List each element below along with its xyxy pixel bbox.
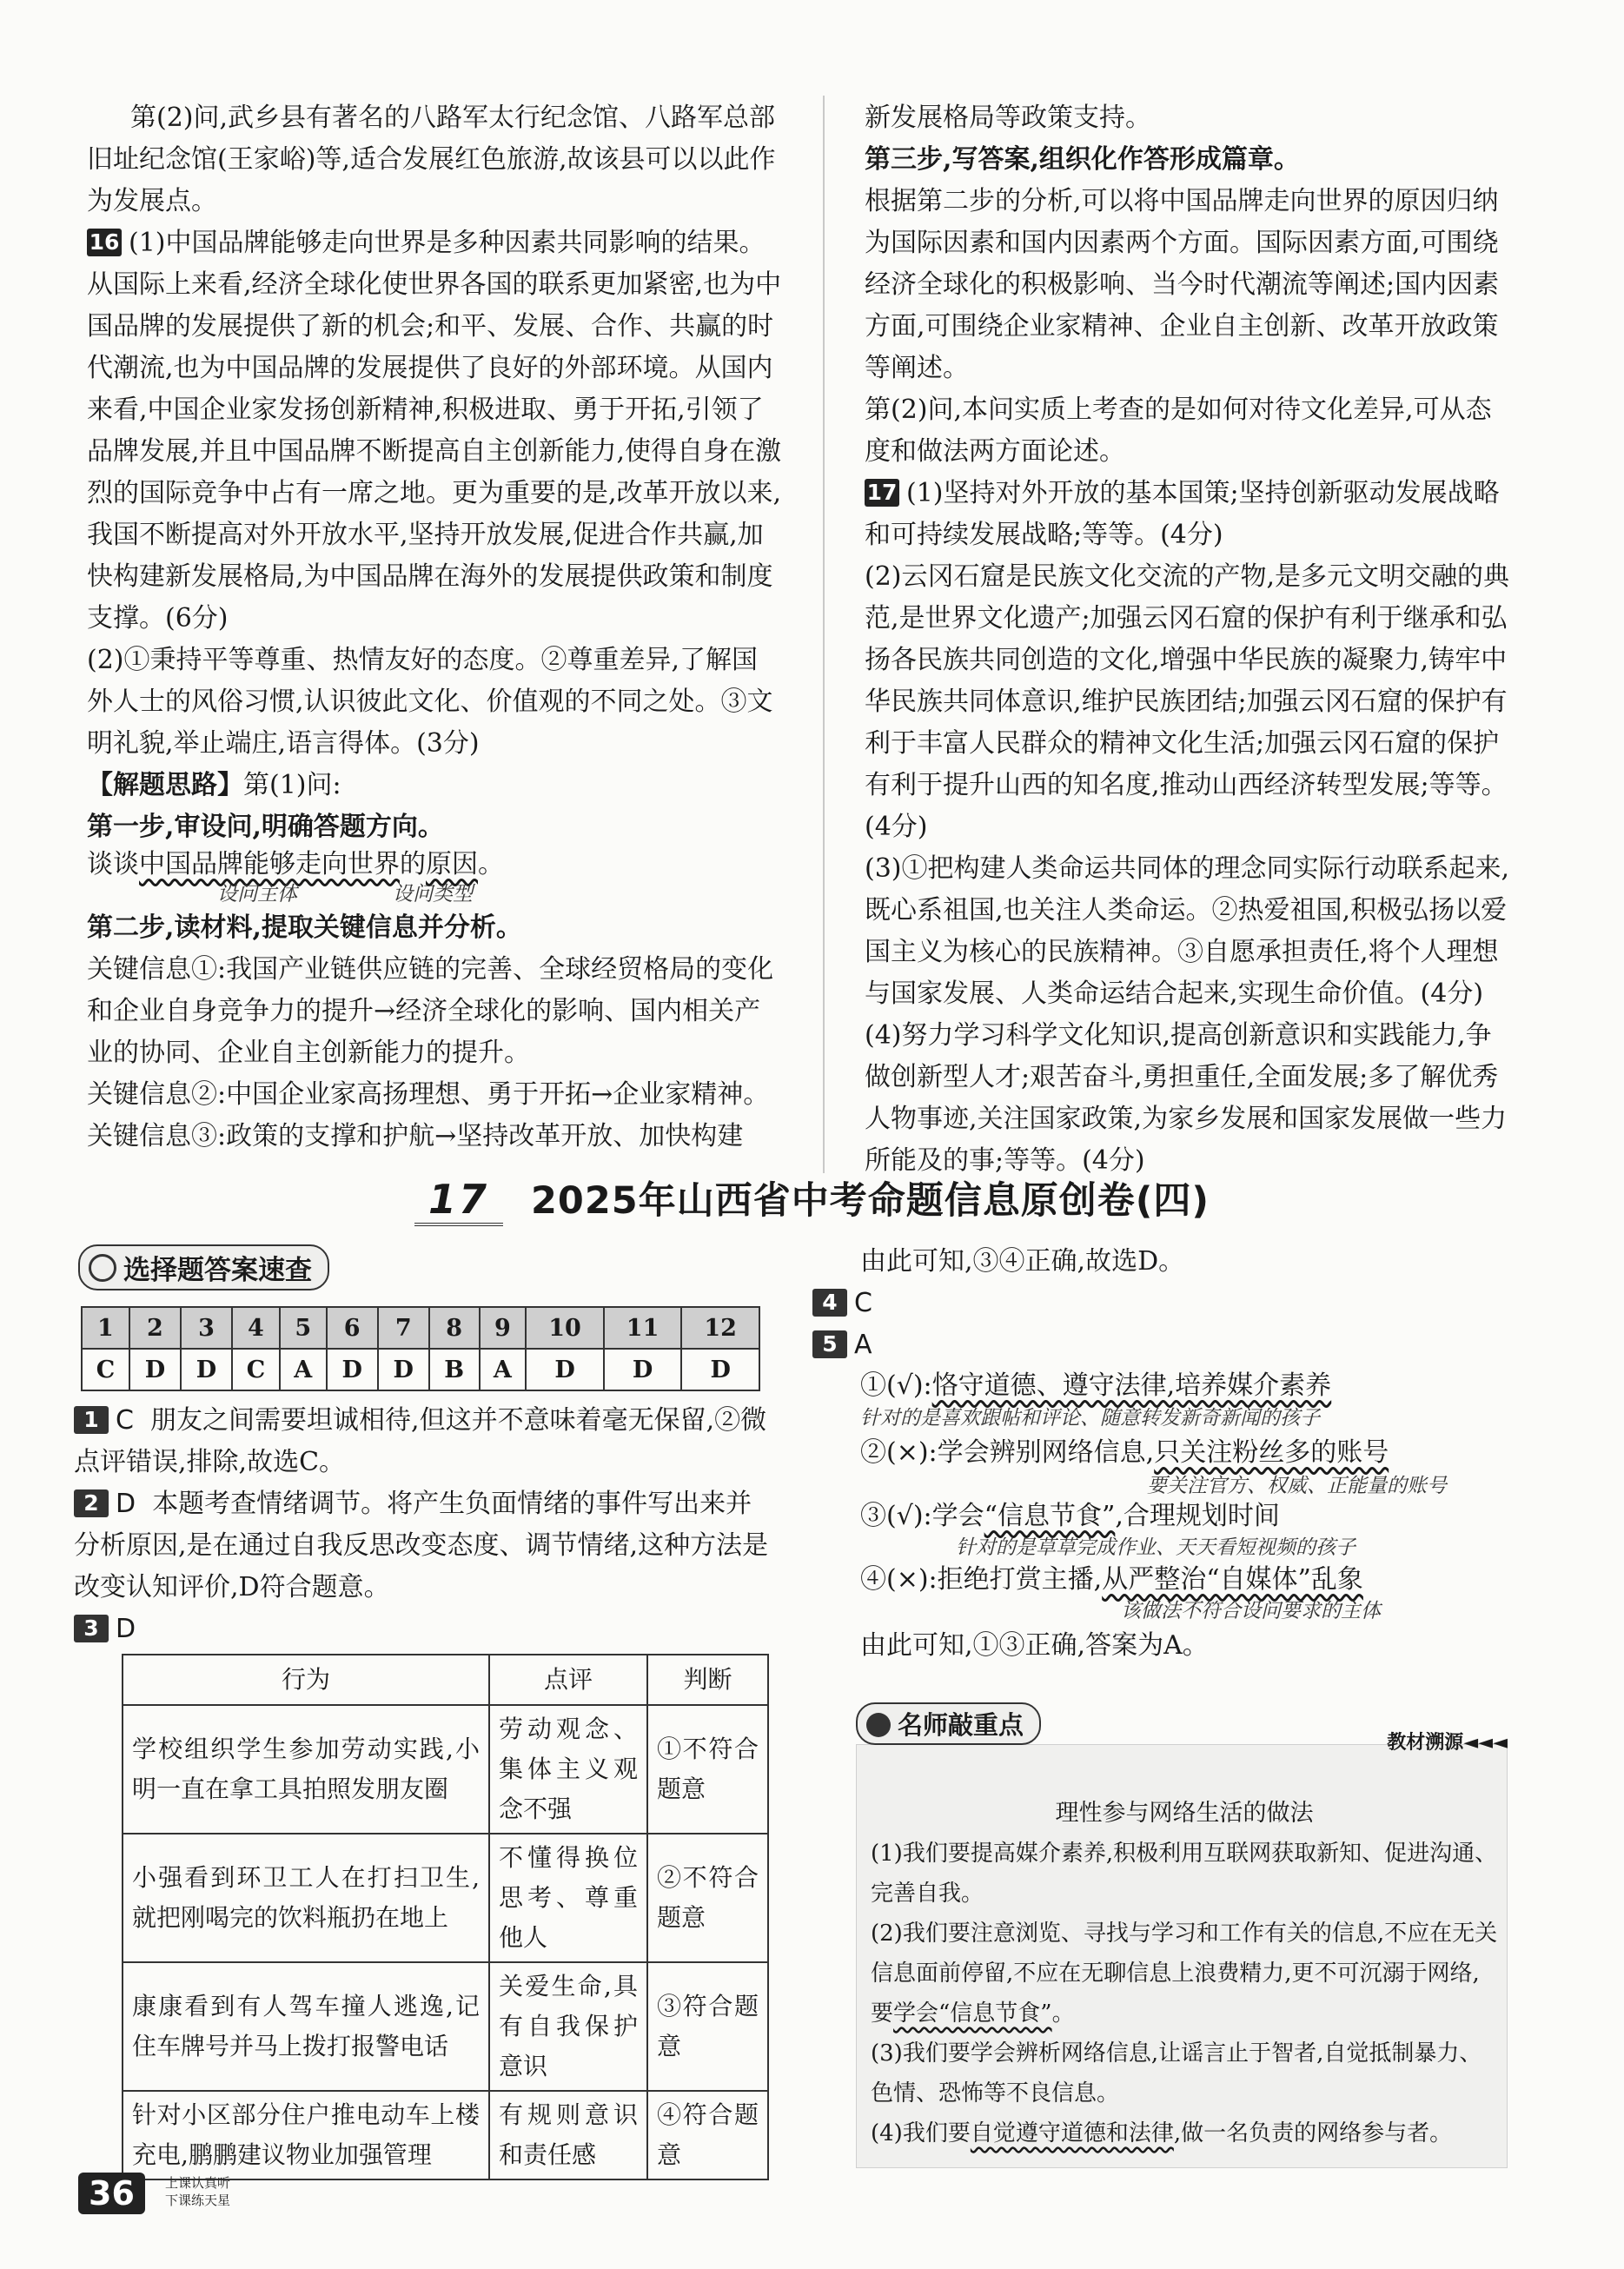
option-prefix: ①(√): [860,1370,932,1401]
answer-letter-cell: A [480,1349,527,1390]
a2-explanation [74,1483,769,1609]
teacher-point-3: (3)我们要学会辨析网络信息,让谣言止于智者,自觉抵制暴力、色情、恐怖等不良信息。 [871,2040,1482,2106]
answer-number-cell: 11 [604,1307,682,1349]
paragraph: 第(2)问,武乡县有著名的八路军太行纪念馆、八路军总部旧址纪念馆(王家峪)等,适合发展红色旅游,故该县可以以此作为发展点。 [87,103,776,216]
option-prefix: ④(×):拒绝打赏主播, [860,1564,1103,1595]
table-cell: 康康看到有人驾车撞人逃逸,记住车牌号并马上拨打报警电话 [123,1962,489,2091]
answer-number-row [82,1307,759,1349]
table-header: 行为 [123,1655,489,1705]
q16-badge: 16 [87,229,122,256]
column-divider [823,96,825,1173]
a3-letter: D [116,1614,136,1644]
answer-letter-cell: B [429,1349,480,1390]
table-row [123,1834,768,1962]
paragraph: 根据第二步的分析,可以将中国品牌走向世界的原因归纳为国际因素和国内因素两个方面。国际因素方面,可围绕经济全球化的积极影响、当今时代潮流等阐述;国内因素方面,可围绕企业家精神、企业自主创新、改革开放政策等阐述。 [865,186,1500,383]
answer-grid [81,1306,760,1391]
point-text: 。 [1051,2000,1075,2027]
a2-text: 本题考查情绪调节。将产生负面情绪的事件写出来并分析原因,是在通过自我反思改变态度、调节情绪,这种方法是改变认知评价,D符合题意。 [74,1489,769,1602]
option-key: 从严整治“自媒体”乱象 [1102,1564,1363,1595]
point-text: ,做一名负责的网络参与者。 [1173,2120,1453,2146]
answer-letter-cell: D [378,1349,429,1390]
table-cell: 小强看到环卫工人在打扫卫生,就把刚喝完的饮料瓶扔在地上 [123,1834,489,1962]
q17-text-1: (1)坚持对外开放的基本国策;坚持创新驱动发展战略和可持续发展战略;等等。(4分) [865,478,1500,550]
table-cell: ①不符合题意 [647,1705,768,1834]
key-info-1: 关键信息①:我国产业链供应链的完善、全球经贸格局的变化和企业自身竞争力的提升→经济全球化的影响、国内相关产业的协同、企业自主创新能力的提升。 [87,954,774,1068]
key-info-2: 关键信息②:中国企业家高扬理想、勇于开拓→企业家精神。 [87,1079,770,1110]
table-cell: 关爱生命,具有自我保护意识 [489,1962,647,2091]
option-3 [860,1496,1508,1536]
slogan-line: 上课认真听 [165,2175,231,2191]
thinking-header [87,765,782,806]
answer-letter-cell: D [681,1349,759,1390]
teacher-point-4 [871,2113,1498,2153]
a3-explanation [74,1609,769,1650]
a1-letter: C [116,1405,134,1436]
q17-badge: 17 [865,479,899,507]
exam-title [0,1171,1624,1226]
key-info-3: 关键信息③:政策的支撑和护航→坚持改革开放、加快构建 [87,1121,744,1151]
answer-number-cell: 8 [429,1307,480,1349]
talk-type: 原因 [426,849,478,879]
right-bottom-column [812,1241,1508,1667]
thinking-label: 【解题思路】 [87,770,243,800]
option-analysis [812,1366,1508,1622]
q17-answer-2: (2)云冈石窟是民族文化交流的产物,是多元文明交融的典范,是世界文化遗产;加强云冈石窟的保护有利于继承和弘扬各民族共同创造的文化,增强中华民族的凝聚力,铸牢中华民族共同体意识,维护民族团结;加强云冈石窟的保护有利于丰富人民群众的精神文化生活;加强云冈石窟的保护有利于提升山西的知名度,推动山西经济转型发展;等等。(4分) [865,561,1510,842]
answer-letter-cell: D [327,1349,378,1390]
answer-letter-cell: D [129,1349,181,1390]
a3-badge: 3 [74,1615,109,1642]
point-key: 自觉遵守道德和法律 [970,2120,1174,2146]
a1-badge: 1 [74,1406,109,1434]
exam-title-text: 2025年山西省中考命题信息原创卷(四) [531,1179,1210,1223]
source-label: 教材溯源◄◄◄ [1387,1732,1508,1754]
option-2 [860,1430,1508,1476]
table-cell: ③符合题意 [647,1962,768,2091]
table-cell: ②不符合题意 [647,1834,768,1962]
option-4 [860,1559,1508,1601]
question-analysis [87,848,782,881]
tag-icon [89,1254,116,1282]
option-note: 针对的是喜欢跟帖和评论、随意转发新奇新闻的孩子 [860,1407,1320,1430]
table-row [123,1962,768,2091]
teacher-tag [856,1702,1041,1745]
answer-number-cell: 9 [480,1307,527,1349]
paragraph: 由此可知,③④正确,故选D。 [860,1246,1185,1277]
step-2: 第二步,读材料,提取关键信息并分析。 [87,912,522,943]
option-suffix: ,合理规划时间 [1115,1501,1280,1531]
table-header-row [123,1655,768,1705]
option-note: 该做法不符合设问要求的主体 [1121,1600,1381,1622]
table-cell: 学校组织学生参加劳动实践,小明一直在拿工具拍照发朋友圈 [123,1705,489,1834]
answer-number-cell: 4 [232,1307,280,1349]
answer-number-cell: 7 [378,1307,429,1349]
table-cell: 不懂得换位思考、尊重他人 [489,1834,647,1962]
teacher-heading: 理性参与网络生活的做法 [1055,1800,1314,1827]
table-cell: 有规则意识和责任感 [489,2091,647,2179]
a2-letter: D [116,1489,136,1519]
answer-number-cell: 12 [681,1307,759,1349]
option-key: 恪守道德、遵守法律,培养媒介素养 [931,1370,1332,1401]
teacher-point-1: (1)我们要提高媒介素养,积极利用互联网获取新知、促进沟通、完善自我。 [871,1841,1498,1907]
option-note: 要关注官方、权威、正能量的账号 [1147,1475,1447,1497]
option-prefix: ②(×):学会辨别网络信息, [860,1437,1155,1468]
teacher-key-points [856,1693,1508,2168]
answer-letter-cell: C [82,1349,129,1390]
left-top-column [87,97,782,1158]
talk-subject: 中国品牌能够走向世界 [139,849,400,879]
paragraph: 第(2)问,本问实质上考查的是如何对待文化差异,可从态度和做法两方面论述。 [865,395,1492,467]
right-top-column [865,97,1512,1182]
answer-tag [78,1244,329,1290]
talk-pre: 谈谈 [87,849,139,879]
table-header: 判断 [647,1655,768,1705]
option-prefix: ③(√):学会 [860,1501,984,1531]
option-1 [860,1366,1508,1406]
answer-letter-cell: A [280,1349,327,1390]
q16-answer-1 [87,222,782,640]
teacher-point-2 [871,1914,1498,2033]
a4-letter: C [854,1288,872,1318]
teacher-tag-label: 名师敲重点 [898,1710,1024,1740]
q17-answer-4: (4)努力学习科学文化知识,提高创新意识和实践能力,争做创新型人才;艰苦奋斗,勇担重任,全面发展;多了解优秀人物事迹,关注国家政策,为家乡发展和国家发展做一些力所能及的事;等等。(4分) [865,1020,1508,1176]
answer-tag-label: 选择题答案速查 [123,1255,312,1286]
page-number: 36 [78,2173,145,2214]
q16-answer-2: (2)①秉持平等尊重、热情友好的态度。②尊重差异,了解国外人士的风俗习惯,认识彼此文化、价值观的不同之处。③文明礼貌,举止端庄,语言得体。(3分) [87,645,773,759]
table-row [123,2091,768,2179]
mascot-icon [866,1713,891,1737]
point-text: (4)我们要 [871,2120,971,2146]
exam-number: 17 [414,1176,503,1226]
behavior-table [122,1654,769,2180]
q17-answer-3: (3)①把构建人类命运共同体的理念同实际行动联系起来,既心系祖国,也关注人类命运。②热爱祖国,积极弘扬以爱国主义为核心的民族精神。③自愿承担责任,将个人理想与国家发展、人类命运结合起来,实现生命价值。(4分) [865,853,1510,1009]
q16-text-1: (1)中国品牌能够走向世界是多种因素共同影响的结果。从国际上来看,经济全球化使世界各国的联系更加紧密,也为中国品牌的发展提供了新的机会;和平、发展、合作、共赢的时代潮流,也为中国品牌的发展提供了良好的外部环境。从国内来看,中国企业家发扬创新精神,积极进取、勇于开拓,引领了品牌发展,并且中国品牌不断提高自主创新能力,使得自身在激烈的国际竞争中占有一席之地。更为重要的是,改革开放以来,我国不断提高对外开放水平,坚持开放发展,促进合作共赢,加快构建新发展格局,为中国品牌在海外的发展提供政策和制度支撑。(6分) [87,228,782,634]
option-key: “信息节食” [984,1501,1116,1531]
answer-number-cell: 10 [526,1307,604,1349]
table-cell: 劳动观念、集体主义观念不强 [489,1705,647,1834]
a5-badge: 5 [812,1330,847,1358]
a5-letter: A [854,1330,872,1360]
a4-badge: 4 [812,1289,847,1317]
answer-letter-cell: D [604,1349,682,1390]
step-1: 第一步,审设问,明确答题方向。 [87,812,444,842]
table-cell: 针对小区部分住户推电动车上楼充电,鹏鹏建议物业加强管理 [123,2091,489,2179]
answer-number-cell: 1 [82,1307,129,1349]
note-type: 设问类型 [393,883,473,906]
answer-number-cell: 2 [129,1307,181,1349]
a4-answer [812,1283,1508,1324]
teacher-box [856,1744,1508,2168]
table-cell: ④符合题意 [647,2091,768,2179]
a2-badge: 2 [74,1489,109,1517]
answer-letter-cell: C [232,1349,280,1390]
answer-number-cell: 3 [181,1307,232,1349]
answer-tag-row [78,1244,769,1290]
point-key: 学会“信息节食” [893,2000,1052,2027]
answer-letter-cell: D [526,1349,604,1390]
note-subject: 设问主体 [217,883,297,906]
talk-mid: 的 [400,849,426,879]
a1-text: 朋友之间需要坦诚相待,但这并不意味着毫无保留,②微点评错误,排除,故选C。 [74,1405,767,1477]
answer-letter-row [82,1349,759,1390]
point-text: (2)我们要注意浏览、寻找与学习和工作有关的信息,不应在无关信息面前停留,不应在无聊信息上浪费精力,更不可沉溺于网络,要 [871,1921,1498,2027]
left-bottom-column [74,1244,769,2180]
handwritten-notes [87,881,782,907]
paragraph: 新发展格局等政策支持。 [865,103,1151,133]
table-row [123,1705,768,1834]
talk-post: 。 [478,849,504,879]
answer-letter-cell: D [181,1349,232,1390]
answer-number-cell: 5 [280,1307,327,1349]
conclusion: 由此可知,①③正确,答案为A。 [860,1630,1209,1661]
slogan-line: 下课练天星 [165,2193,231,2208]
table-header: 点评 [489,1655,647,1705]
footer-slogan [165,2174,230,2209]
option-key: 只关注粉丝多的账号 [1154,1437,1389,1468]
step-3: 第三步,写答案,组织化作答形成篇章。 [865,144,1300,175]
q17-answer-1 [865,473,1512,556]
a1-explanation [74,1400,769,1483]
option-note: 针对的是草草完成作业、天天看短视频的孩子 [956,1536,1356,1559]
teacher-header [856,1693,1508,1755]
thinking-q: 第(1)问: [243,770,341,800]
a5-answer [812,1324,1508,1366]
answer-number-cell: 6 [327,1307,378,1349]
